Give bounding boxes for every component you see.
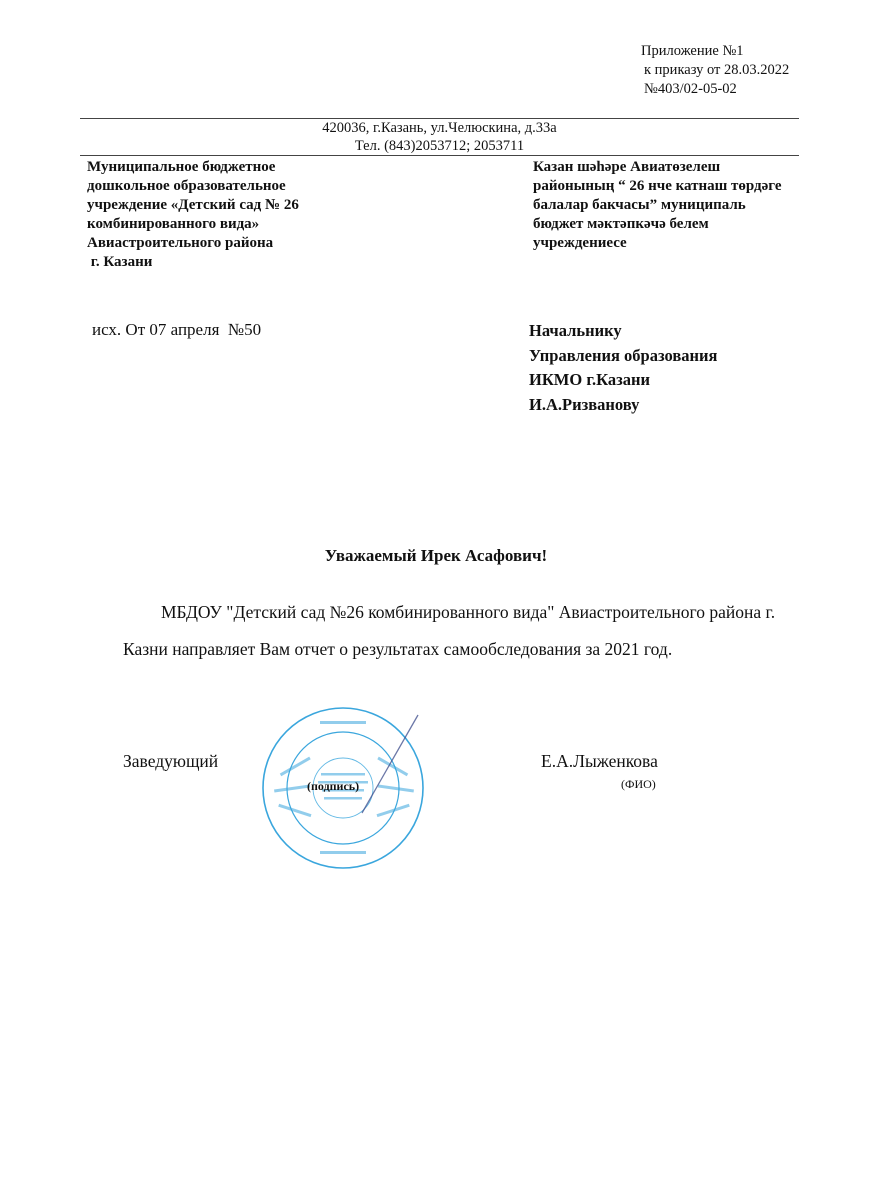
org-name-russian [87,158,377,272]
addressee-line: И.А.Ризванову [529,394,640,414]
appendix-order-number: №403/02-05-02 [644,81,737,97]
org-address [80,119,799,155]
outgoing-number: исх. От 07 апреля №50 [92,320,262,339]
org-tt-line: Казан шәһәре Авиатөзелеш [533,159,721,175]
org-ru-line: г. Казани [87,254,153,270]
org-name-tatar [533,158,813,253]
appendix-note [641,42,789,99]
addressee-block [529,319,717,417]
org-ru-line: Авиастроительного района [87,235,274,251]
letter-body-text: МБДОУ "Детский сад №26 комбинированного вида" Авиастроительного района г. Казни направляет Вам отчет о результатах самообследования за 2021 год. [123,602,776,659]
org-tt-line: бюджет мәктәпкәчә белем [533,216,709,232]
address-line: 420036, г.Казань, ул.Челюскина, д.33а [322,120,557,136]
fio-label: (ФИО) [621,777,656,791]
org-ru-line: Муниципальное бюджетное [87,159,276,175]
addressee-line: Начальнику [529,321,622,340]
salutation: Уважаемый Ирек Асафович! [324,546,548,565]
addressee-line: ИКМО г.Казани [529,370,650,389]
appendix-order-date: к приказу от 28.03.2022 [644,62,790,78]
org-ru-line: комбинированного вида» [87,216,260,232]
org-tt-line: районының “ 26 нче катнаш төрдәге [533,178,782,194]
signer-position: Заведующий [123,751,219,771]
letter-body [123,594,803,668]
signer-name: Е.А.Лыженкова [541,751,658,771]
header-bottom-rule [80,155,799,156]
org-tt-line: учреждениесе [533,235,627,251]
signature-label: (подпись) [307,779,360,793]
phone-line: Тел. (843)2053712; 2053711 [354,138,525,154]
addressee-line: Управления образования [529,345,718,365]
org-tt-line: балалар бакчасы” муниципаль [533,197,746,213]
org-ru-line: дошкольное образовательное [87,178,286,194]
org-ru-line: учреждение «Детский сад № 26 [87,197,299,213]
appendix-title: Приложение №1 [641,43,744,59]
